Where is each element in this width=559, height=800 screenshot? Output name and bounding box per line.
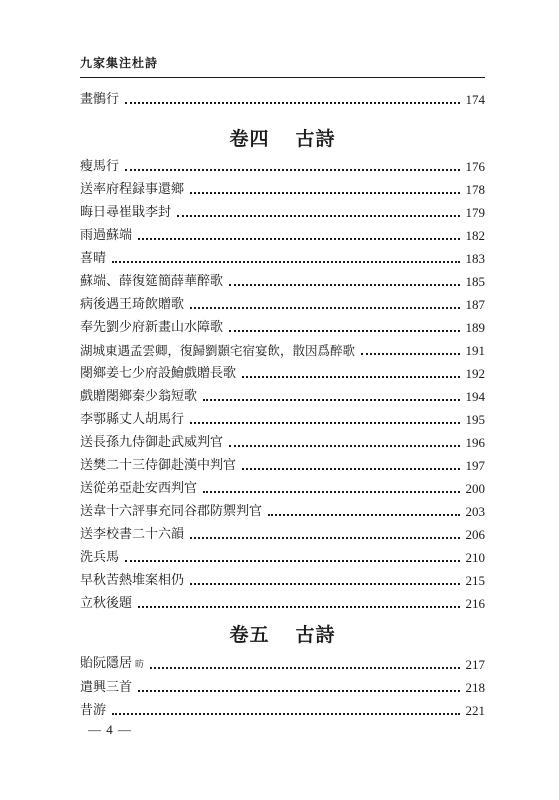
toc-entry-page: 179 xyxy=(465,205,485,220)
toc-entry-title: 送率府程録事還鄉 xyxy=(80,182,185,197)
toc-entry xyxy=(80,90,485,110)
toc-entry-page: 183 xyxy=(465,251,485,266)
dot-leader xyxy=(177,215,459,217)
page-folio: — 4 — xyxy=(88,722,132,737)
toc-entry xyxy=(80,249,485,269)
dot-leader xyxy=(150,667,459,669)
dot-leader xyxy=(190,583,459,585)
section-genre-label: 古詩 xyxy=(295,624,336,646)
toc-entry xyxy=(80,678,485,698)
toc-entry-title-text: 貽阮隱居 xyxy=(80,656,133,671)
toc-entry-title: 晦日尋崔戢李封 xyxy=(80,205,172,220)
author-note: 昉 xyxy=(135,660,145,670)
toc-entry-title: 蘇端、薛復筵簡薛華醉歌 xyxy=(80,274,224,289)
toc-entry xyxy=(80,433,485,453)
toc-entry-page: 187 xyxy=(465,297,485,312)
toc-entry xyxy=(80,502,485,522)
toc-entry-title: 閿鄉姜七少府設鱠戲贈長歌 xyxy=(80,366,237,381)
section-juan-label: 卷五 xyxy=(229,624,270,646)
toc-entry xyxy=(80,548,485,568)
dot-leader xyxy=(229,284,459,286)
toc-entry-page: 178 xyxy=(465,182,485,197)
dot-leader xyxy=(138,606,459,608)
toc-entry-title: 戲贈閿鄉秦少翁短歌 xyxy=(80,389,198,404)
dot-leader xyxy=(112,261,459,263)
toc-entry xyxy=(80,226,485,246)
toc-entry-page: 203 xyxy=(465,504,485,519)
toc-entry xyxy=(80,456,485,476)
toc-entry-title: 喜晴 xyxy=(80,251,107,266)
dot-leader xyxy=(138,690,459,692)
toc-entry xyxy=(80,318,485,338)
dot-leader xyxy=(138,238,459,240)
toc-entry-title xyxy=(80,654,144,675)
toc-entry-title: 李鄠縣丈人胡馬行 xyxy=(80,412,185,427)
dot-leader xyxy=(242,468,459,470)
toc-entry xyxy=(80,203,485,223)
toc-entry-page: 218 xyxy=(465,680,485,695)
toc-entry-title: 早秋苦熱堆案相仍 xyxy=(80,573,185,588)
toc-entry xyxy=(80,701,485,721)
toc-entry-page: 182 xyxy=(465,228,485,243)
toc-entry-title: 送韋十六評事充同谷郡防禦判官 xyxy=(80,504,263,519)
toc-entry xyxy=(80,364,485,384)
section-heading-juan5 xyxy=(80,620,485,647)
dot-leader xyxy=(125,102,459,104)
toc-entry-title: 送長孫九侍御赴武威判官 xyxy=(80,435,224,450)
toc-entry-page: 191 xyxy=(465,343,485,358)
dot-leader xyxy=(112,713,459,715)
dot-leader xyxy=(203,399,459,401)
toc-entry-page: 215 xyxy=(465,573,485,588)
toc-entry xyxy=(80,594,485,614)
toc-entry-page: 195 xyxy=(465,412,485,427)
toc-entry-page: 206 xyxy=(465,527,485,542)
toc-entry-title: 送從弟亞赴安西判官 xyxy=(80,481,198,496)
dot-leader xyxy=(190,307,459,309)
toc-entry-title: 湖城東遇孟雲卿，復歸劉顥宅宿宴飲，散因爲醉歌 xyxy=(80,343,356,358)
toc-entry xyxy=(80,180,485,200)
toc-entry xyxy=(80,410,485,430)
header-rule xyxy=(80,77,485,78)
toc-entry-page: 196 xyxy=(465,435,485,450)
toc-entry-page: 197 xyxy=(465,458,485,473)
toc-entry xyxy=(80,387,485,407)
toc-entry-title: 奉先劉少府新畫山水障歌 xyxy=(80,320,224,335)
toc-entry-page: 189 xyxy=(465,320,485,335)
toc-entry xyxy=(80,295,485,315)
toc-entry-title: 立秋後題 xyxy=(80,596,133,611)
toc-entry-page: 200 xyxy=(465,481,485,496)
toc-entry-title: 瘦馬行 xyxy=(80,159,120,174)
toc-entry-page: 174 xyxy=(465,92,485,107)
toc-entry-page: 185 xyxy=(465,274,485,289)
dot-leader xyxy=(268,514,459,516)
toc-entry-title: 昔游 xyxy=(80,703,107,718)
dot-leader xyxy=(203,491,459,493)
toc-entry-page: 217 xyxy=(465,657,485,672)
toc-entry-page: 194 xyxy=(465,389,485,404)
dot-leader xyxy=(361,353,459,355)
toc-entry-page: 210 xyxy=(465,550,485,565)
toc-entry xyxy=(80,479,485,499)
toc-entry-page: 176 xyxy=(465,159,485,174)
dot-leader xyxy=(125,169,459,171)
toc-entry-title: 洗兵馬 xyxy=(80,550,120,565)
dot-leader xyxy=(229,330,459,332)
toc-entry-title: 病後遇王琦飲贈歌 xyxy=(80,297,185,312)
toc-entry-page: 216 xyxy=(465,596,485,611)
toc-entry-page: 192 xyxy=(465,366,485,381)
toc-entry xyxy=(80,655,485,675)
toc-entry-title: 遣興三首 xyxy=(80,680,133,695)
section-heading-juan4 xyxy=(80,124,485,151)
dot-leader xyxy=(190,192,459,194)
toc-entry xyxy=(80,525,485,545)
toc-entry xyxy=(80,571,485,591)
toc-entry xyxy=(80,272,485,292)
toc-entry-title: 畫鶻行 xyxy=(80,92,120,107)
dot-leader xyxy=(242,376,459,378)
toc-entry-title: 送李校書二十六韻 xyxy=(80,527,185,542)
running-head: 九家集注杜詩 xyxy=(80,56,159,70)
dot-leader xyxy=(190,422,459,424)
section-juan-label: 卷四 xyxy=(229,128,270,150)
dot-leader xyxy=(229,445,459,447)
toc-entry-page: 221 xyxy=(465,703,485,718)
toc-entry xyxy=(80,341,485,361)
dot-leader xyxy=(190,537,459,539)
dot-leader xyxy=(125,560,459,562)
section-genre-label: 古詩 xyxy=(295,128,336,150)
toc-entry-title: 送樊二十三侍御赴漢中判官 xyxy=(80,458,237,473)
toc-entry xyxy=(80,157,485,177)
toc-entry-title: 雨過蘇端 xyxy=(80,228,133,243)
